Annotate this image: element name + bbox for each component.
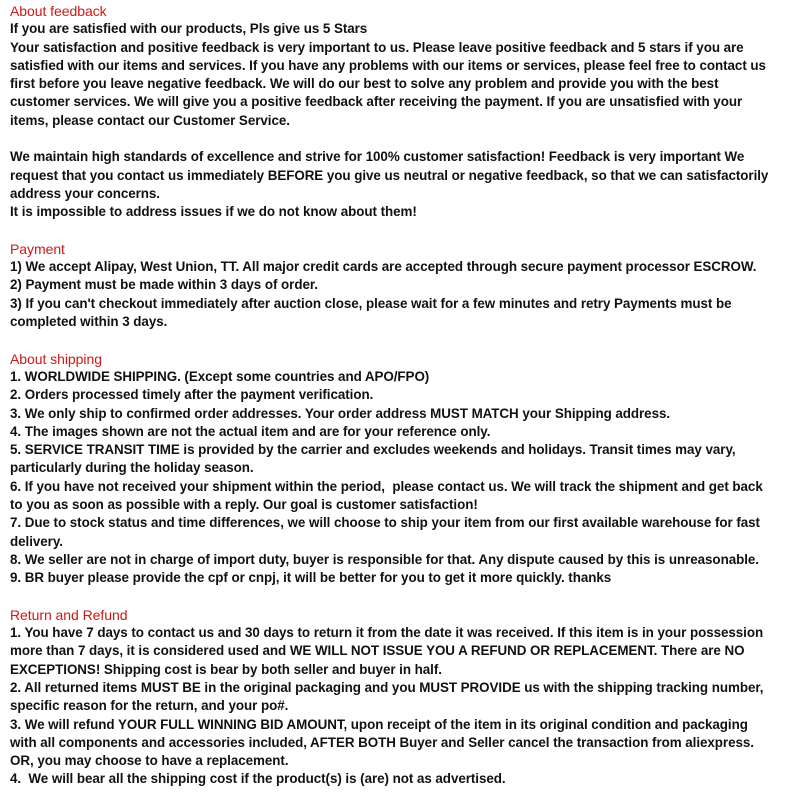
shipping-line: 3. We only ship to confirmed order addresses. Your order address MUST MATCH your Shipping address. [10,405,671,421]
refund-line: OR, you may choose to have a replacement. [10,753,289,769]
feedback-line: satisfied with our items and services. If you have any problems with our items or services, please feel free to contact us [10,57,766,73]
feedback-line: address your concerns. [10,185,160,201]
paragraph-gap [10,130,796,148]
shipping-line: to you as soon as possible with a reply. Our goal is customer satisfaction! [10,497,478,513]
refund-line: 4. We will bear all the shipping cost if the product(s) is (are) not as advertised. [10,771,506,787]
payment-heading: Payment [10,240,65,257]
feedback-line: We maintain high standards of excellence and strive for 100% customer satisfaction! Feedback is very important We [10,149,745,165]
shipping-line: delivery. [10,533,63,549]
payment-line: 3) If you can't checkout immediately after auction close, please wait for a few minutes and retry Payments must be [10,295,732,311]
shipping-heading: About shipping [10,350,102,367]
policy-document [10,2,796,789]
shipping-line: 9. BR buyer please provide the cpf or cnpj, it will be better for you to get it more quickly. thanks [10,570,612,586]
refund-line: with all components and accessories included, AFTER BOTH Buyer and Seller cancel the transaction from aliexpress. [10,734,754,750]
feedback-line: first before you leave negative feedback. We will do our best to solve any problem and provide you with the best [10,76,719,92]
shipping-line: 4. The images shown are not the actual item and are for your reference only. [10,423,491,439]
feedback-line: request that you contact us immediately BEFORE you give us neutral or negative feedback, so that we can satisfactorily [10,167,769,183]
section-gap [10,222,796,240]
shipping-line: 7. Due to stock status and time differences, we will choose to ship your item from our first available warehouse for fast [10,515,760,531]
refund-line: 1. You have 7 days to contact us and 30 days to return it from the date it was received. If this item is in your possession [10,625,764,641]
refund-line: more than 7 days, it is considered used and WE WILL NOT ISSUE YOU A REFUND OR REPLACEMENT. There are NO [10,643,745,659]
feedback-line: customer services. We will give you a positive feedback after receiving the payment. If you are unsatisfied with your [10,94,743,110]
feedback-line: Your satisfaction and positive feedback is very important to us. Please leave positive feedback and 5 stars if you are [10,39,744,55]
shipping-line: 2. Orders processed timely after the payment verification. [10,387,374,403]
feedback-heading: About feedback [10,3,107,19]
feedback-line: items, please contact our Customer Service. [10,112,290,128]
refund-line: 2. All returned items MUST BE in the original packaging and you MUST PROVIDE us with the shipping tracking number, [10,679,764,695]
shipping-line: 5. SERVICE TRANSIT TIME is provided by the carrier and excludes weekends and holidays. Transit times may vary, [10,442,736,458]
refund-line: 3. We will refund YOUR FULL WINNING BID AMOUNT, upon receipt of the item in its original condition and packaging [10,716,748,732]
shipping-line: 8. We seller are not in charge of import duty, buyer is responsible for that. Any dispute caused by this is unreasonable. [10,551,759,567]
payment-line: 1) We accept Alipay, West Union, TT. All major credit cards are accepted through secure payment processor ESCROW. [10,259,757,275]
shipping-line: 6. If you have not received your shipment within the period, please contact us. We will track the shipment and get back [10,478,763,494]
payment-line: completed within 3 days. [10,314,168,330]
section-gap [10,588,796,606]
feedback-line: If you are satisfied with our products, Pls give us 5 Stars [10,21,368,37]
section-gap [10,331,796,349]
shipping-line: 1. WORLDWIDE SHIPPING. (Except some countries and APO/FPO) [10,368,430,384]
shipping-line: particularly during the holiday season. [10,460,254,476]
refund-line: specific reason for the return, and your po#. [10,698,289,714]
refund-heading: Return and Refund [10,606,128,623]
refund-line: EXCEPTIONS! Shipping cost is bear by both seller and buyer in half. [10,661,442,677]
feedback-line: It is impossible to address issues if we do not know about them! [10,204,417,220]
payment-line: 2) Payment must be made within 3 days of order. [10,277,318,293]
